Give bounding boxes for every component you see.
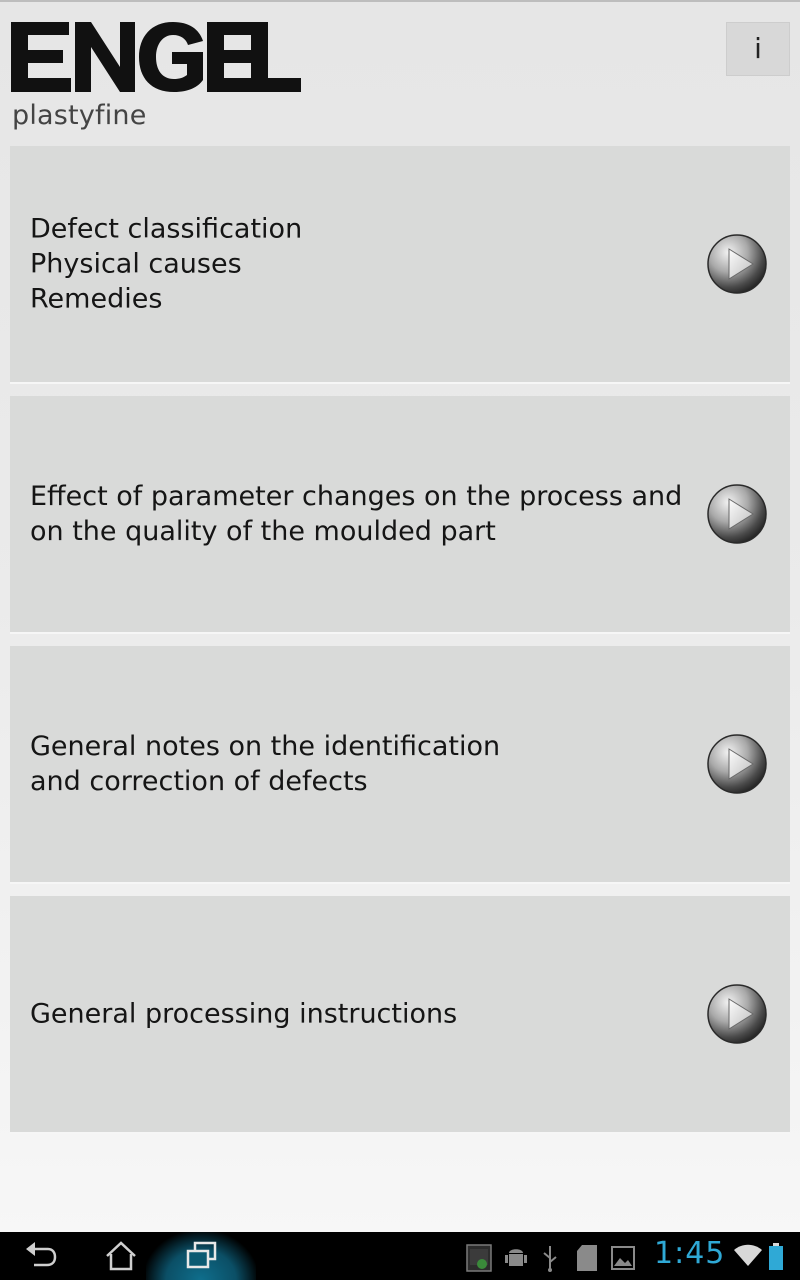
menu-line: on the quality of the moulded part <box>30 516 496 547</box>
clock: 1:45 <box>654 1236 726 1271</box>
app-subtitle: plastyfine <box>12 100 147 131</box>
menu-item-parameter-changes[interactable] <box>10 396 790 634</box>
android-debug-icon <box>505 1244 527 1272</box>
play-icon[interactable] <box>707 484 767 544</box>
sd-card-icon <box>576 1244 598 1272</box>
menu-line: Remedies <box>30 283 163 315</box>
menu-line: and correction of defects <box>30 766 368 797</box>
menu-item-label <box>30 479 683 549</box>
menu-item-label <box>30 729 680 799</box>
menu-line: Physical causes <box>30 248 242 280</box>
menu-item-label <box>30 212 680 317</box>
menu-line: General notes on the identification <box>30 731 501 762</box>
play-icon[interactable] <box>707 734 767 794</box>
usb-icon <box>541 1244 559 1272</box>
image-icon <box>611 1246 635 1270</box>
wifi-icon <box>734 1244 762 1268</box>
menu-line: Defect classification <box>30 213 303 245</box>
menu-item-label <box>30 997 680 1032</box>
engel-logo <box>11 22 303 92</box>
menu-item-defect-classification[interactable] <box>10 146 790 384</box>
play-icon[interactable] <box>707 234 767 294</box>
menu-item-processing-instructions[interactable] <box>10 896 790 1134</box>
home-icon[interactable] <box>104 1241 138 1271</box>
screenshot-icon <box>466 1244 492 1272</box>
back-icon[interactable] <box>22 1241 58 1271</box>
menu-line: Effect of parameter changes on the process and <box>30 481 683 512</box>
battery-icon <box>768 1243 784 1271</box>
menu-item-general-notes[interactable] <box>10 646 790 884</box>
info-button[interactable]: i <box>726 22 790 76</box>
play-icon[interactable] <box>707 984 767 1044</box>
recent-apps-icon[interactable] <box>185 1241 219 1271</box>
menu-line: General processing instructions <box>30 998 458 1030</box>
